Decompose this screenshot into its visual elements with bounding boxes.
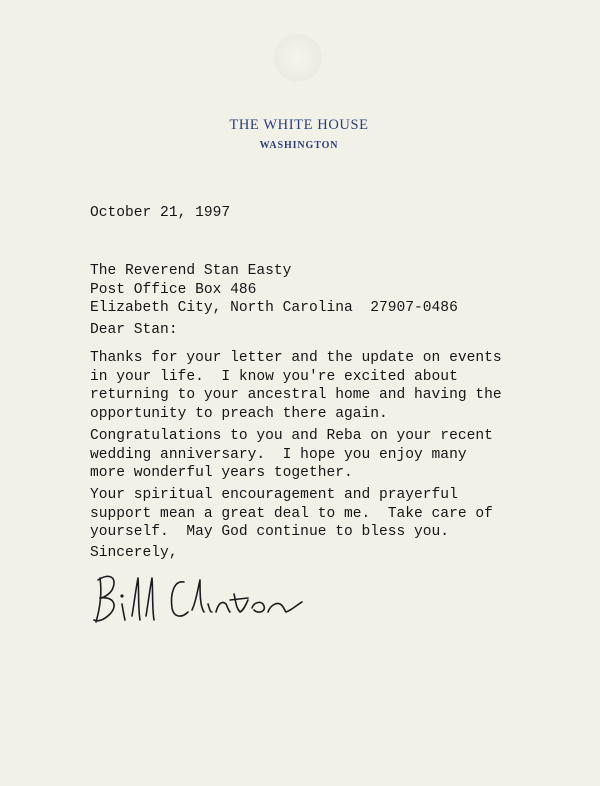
- paragraph-line: Thanks for your letter and the update on events: [90, 350, 502, 366]
- letter-date: October 21, 1997: [90, 205, 231, 221]
- paragraph-line: yourself. May God continue to bless you.: [90, 524, 450, 541]
- handwritten-signature: [88, 564, 320, 634]
- address-line: Elizabeth City, North Carolina 27907-0486: [90, 300, 458, 317]
- body-paragraph: [90, 427, 493, 483]
- paragraph-line: more wonderful years together.: [90, 465, 353, 482]
- paragraph-line: wedding anniversary. I hope you enjoy many: [90, 446, 467, 463]
- paragraph-line: opportunity to preach there again.: [90, 405, 388, 422]
- paragraph-line: support mean a great deal to me. Take care of: [90, 505, 493, 522]
- paragraph-line: Congratulations to you and Reba on your recent: [90, 428, 493, 444]
- letterhead-title: THE WHITE HOUSE: [229, 117, 369, 133]
- paragraph-line: in your life. I know you're excited about: [90, 368, 458, 385]
- presidential-seal-watermark: [274, 34, 322, 82]
- paragraph-line: returning to your ancestral home and having the: [90, 387, 502, 404]
- letterhead-city: WASHINGTON: [259, 140, 339, 151]
- address-line: The Reverend Stan Easty: [90, 263, 292, 279]
- body-paragraph: [90, 486, 493, 542]
- address-line: Post Office Box 486: [90, 281, 257, 298]
- body-paragraph: [90, 349, 502, 423]
- salutation: Dear Stan:: [90, 322, 178, 338]
- recipient-address: [90, 262, 458, 318]
- paragraph-line: Your spiritual encouragement and prayerful: [90, 487, 458, 503]
- closing: Sincerely,: [90, 545, 178, 561]
